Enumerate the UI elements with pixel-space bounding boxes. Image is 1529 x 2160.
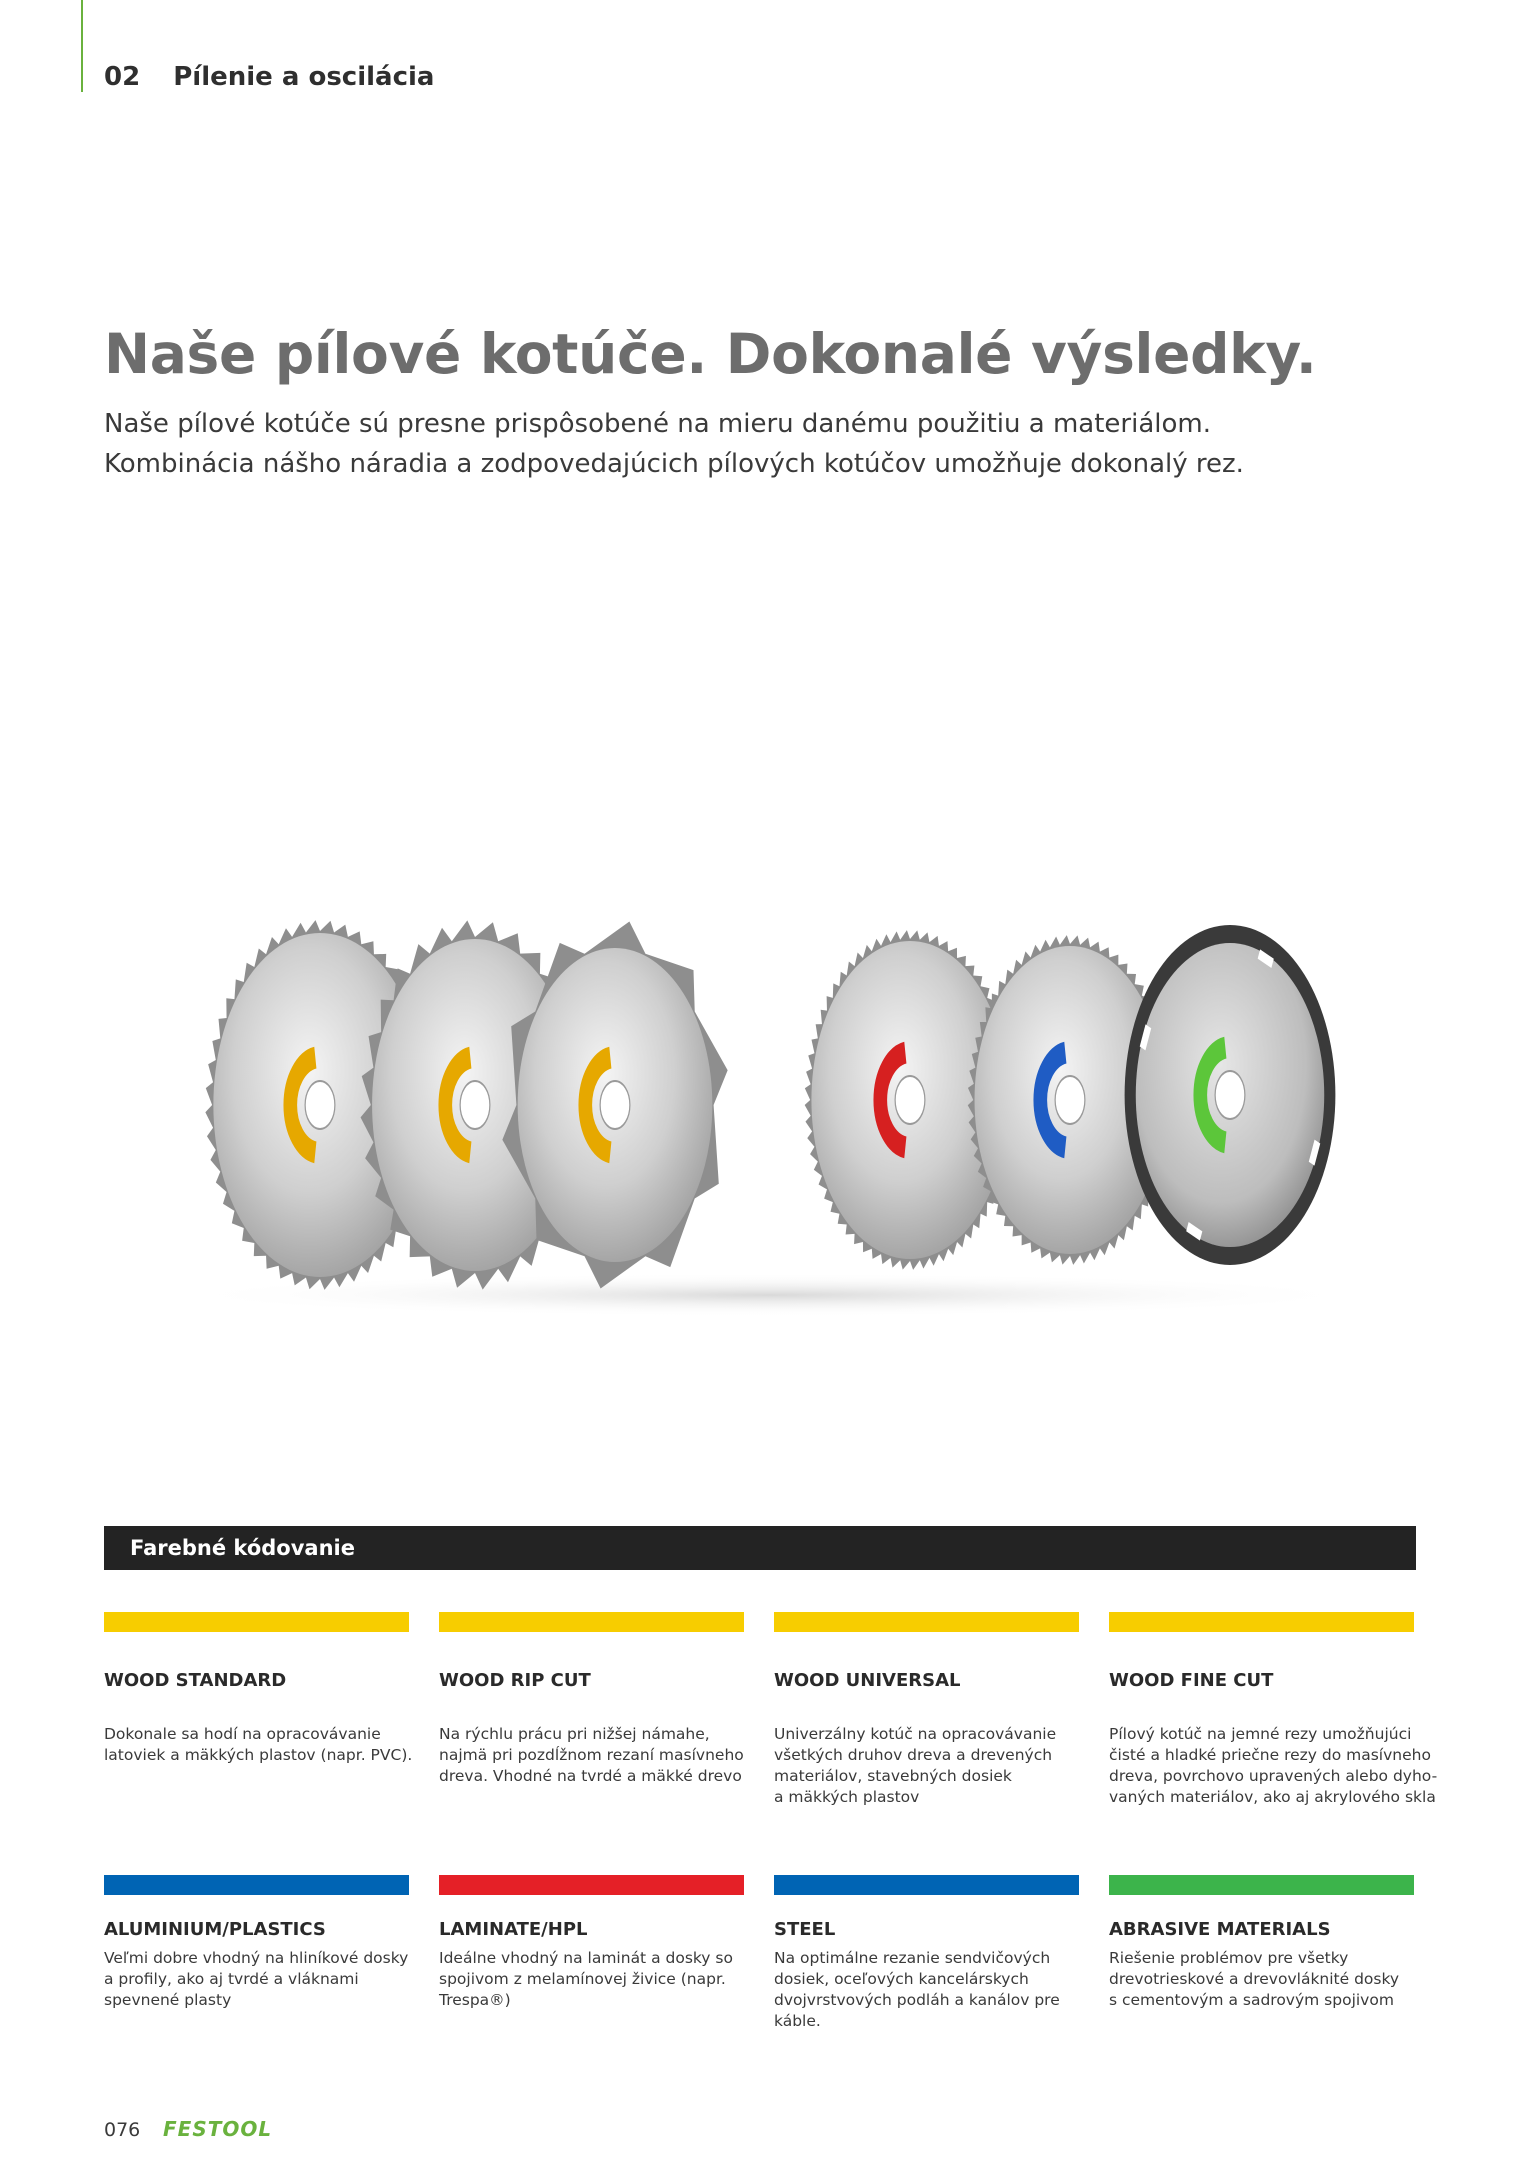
category-wood-rip-cut [439, 1612, 744, 1787]
color-code-bar [104, 1612, 409, 1632]
category-name: ALUMINIUM/PLASTICS [104, 1919, 326, 1940]
chapter-heading [104, 62, 434, 92]
desc-line: Na rýchlu prácu pri nižšej námahe, [439, 1725, 710, 1743]
color-code-bar [104, 1875, 409, 1895]
desc-line: Ideálne vhodný na laminát a dosky so [439, 1949, 733, 1967]
category-wood-fine-cut [1109, 1612, 1438, 1808]
desc-line: čisté a hladké priečne rezy do masívneho [1109, 1746, 1431, 1764]
desc-line: Na optimálne rezanie sendvičových [774, 1949, 1051, 1967]
section-title: Farebné kódovanie [130, 1536, 355, 1560]
page-headline: Naše pílové kotúče. Dokonalé výsledky. [104, 322, 1317, 386]
category-description [774, 1948, 1079, 2032]
desc-line: materiálov, stavebných dosiek [774, 1767, 1012, 1785]
desc-line: spevnené plasty [104, 1991, 232, 2009]
category-steel [774, 1875, 1079, 2032]
color-code-bar [439, 1612, 744, 1632]
category-description [774, 1724, 1079, 1808]
color-code-bar [1109, 1875, 1414, 1895]
desc-line: dosiek, oceľových kancelárskych [774, 1970, 1029, 1988]
category-name: WOOD FINE CUT [1109, 1670, 1274, 1691]
category-name: WOOD UNIVERSAL [774, 1670, 961, 1691]
desc-line: drevotrieskové a drevovláknité dosky [1109, 1970, 1400, 1988]
desc-line: dvojvrstvových podláh a kanálov pre [774, 1991, 1060, 2009]
chapter-number: 02 [104, 62, 141, 92]
desc-line: spojivom z melamínovej živice (napr. [439, 1970, 726, 1988]
category-description [1109, 1948, 1414, 2011]
category-name: ABRASIVE MATERIALS [1109, 1919, 1331, 1940]
desc-line: dreva. Vhodné na tvrdé a mäkké drevo [439, 1767, 742, 1785]
saw-blades-photo [150, 900, 1390, 1320]
desc-line: s cementovým a sadrovým spojivom [1109, 1991, 1394, 2009]
desc-line: latoviek a mäkkých plastov (napr. PVC). [104, 1746, 413, 1764]
category-description [439, 1948, 744, 2011]
saw-blade [1125, 925, 1336, 1265]
category-description [104, 1724, 413, 1766]
desc-line: Trespa®) [439, 1991, 511, 2009]
desc-line: Univerzálny kotúč na opracovávanie [774, 1725, 1057, 1743]
category-abrasive-materials [1109, 1875, 1414, 2011]
section-bar [104, 1526, 1416, 1570]
category-laminate-hpl [439, 1875, 744, 2011]
desc-line: dreva, povrchovo upravených alebo dyho- [1109, 1767, 1438, 1785]
category-name: WOOD RIP CUT [439, 1670, 591, 1691]
desc-line: najmä pri pozdĺžnom rezaní masívneho [439, 1746, 744, 1764]
category-description [439, 1724, 744, 1787]
desc-line: Pílový kotúč na jemné rezy umožňujúci [1109, 1725, 1412, 1743]
desc-line: všetkých druhov dreva a drevených [774, 1746, 1053, 1764]
intro-text [104, 404, 1404, 484]
desc-line: a mäkkých plastov [774, 1788, 920, 1806]
intro-line-1: Naše pílové kotúče sú presne prispôsobené na mieru danému použitiu a materiálom. [104, 409, 1211, 439]
desc-line: vaných materiálov, ako aj akrylového skla [1109, 1788, 1436, 1806]
category-name: LAMINATE/HPL [439, 1919, 588, 1940]
desc-line: a profily, ako aj tvrdé a vláknami [104, 1970, 359, 1988]
color-code-bar [1109, 1612, 1414, 1632]
category-description [1109, 1724, 1438, 1808]
desc-line: Veľmi dobre vhodný na hliníkové dosky [104, 1949, 409, 1967]
category-description [104, 1948, 409, 2011]
desc-line: Dokonale sa hodí na opracovávanie [104, 1725, 381, 1743]
category-wood-standard [104, 1612, 413, 1766]
color-code-bar [774, 1612, 1079, 1632]
category-wood-universal [774, 1612, 1079, 1808]
category-aluminium-plastics [104, 1875, 409, 2011]
intro-line-2: Kombinácia nášho náradia a zodpovedajúcich pílových kotúčov umožňuje dokonalý rez. [104, 449, 1244, 479]
color-code-bar [439, 1875, 744, 1895]
festool-logo: FESTOOL [163, 2117, 273, 2141]
category-name: STEEL [774, 1919, 836, 1940]
side-accent-rule [81, 0, 83, 92]
chapter-title: Pílenie a oscilácia [173, 62, 435, 92]
color-code-bar [774, 1875, 1079, 1895]
desc-line: Riešenie problémov pre všetky [1109, 1949, 1349, 1967]
category-name: WOOD STANDARD [104, 1670, 287, 1691]
page-number: 076 [104, 2119, 141, 2141]
desc-line: káble. [774, 2012, 821, 2030]
